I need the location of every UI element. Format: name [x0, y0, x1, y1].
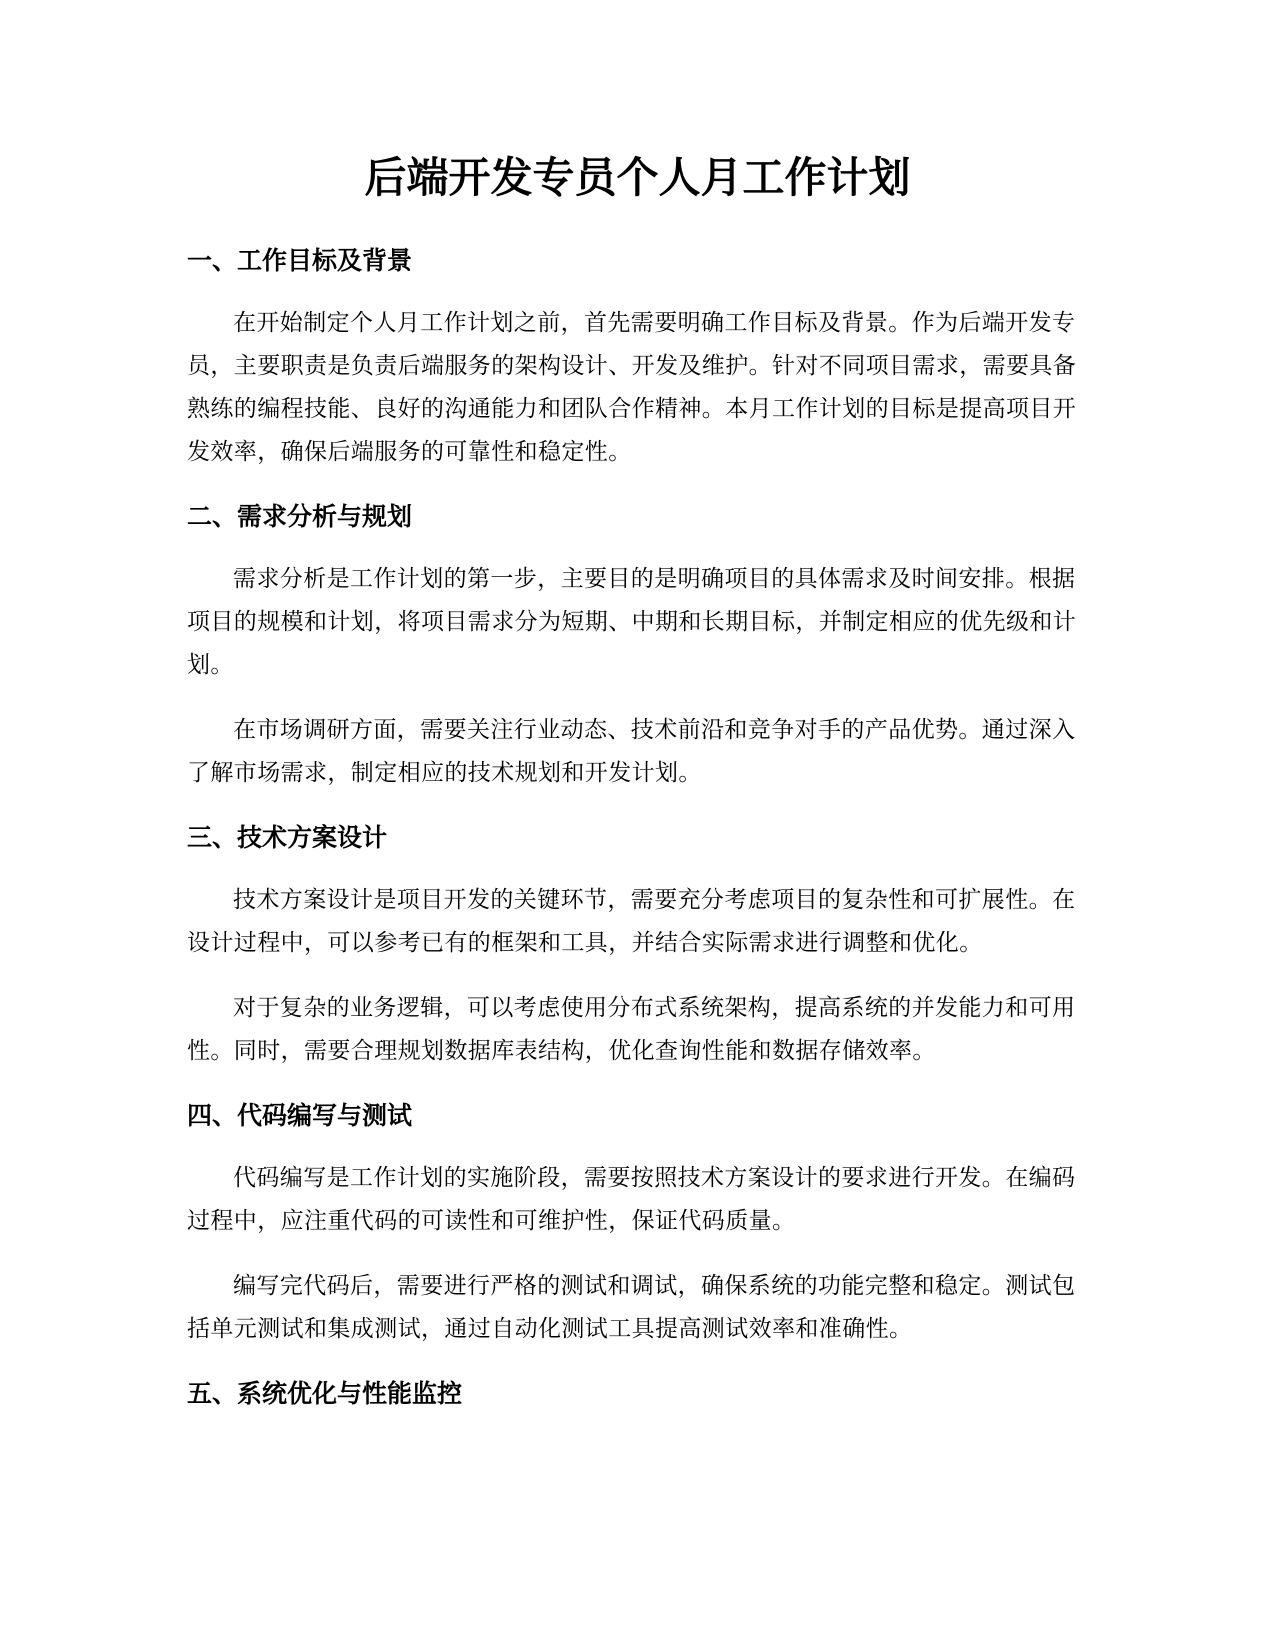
section-heading: 五、系统优化与性能监控 [187, 1379, 463, 1408]
section-5 [187, 1373, 1087, 1415]
page-title: 后端开发专员个人月工作计划 [364, 153, 911, 202]
paragraph: 需求分析是工作计划的第一步，主要目的是明确项目的具体需求及时间安排。根据项目的规模和计划，将项目需求分为短期、中期和长期目标，并制定相应的优先级和计划。 [187, 566, 1077, 678]
section-heading: 一、工作目标及背景 [187, 246, 413, 275]
paragraph: 代码编写是工作计划的实施阶段，需要按照技术方案设计的要求进行开发。在编码过程中，应注重代码的可读性和可维护性，保证代码质量。 [187, 1165, 1076, 1234]
paragraph: 在开始制定个人月工作计划之前，首先需要明确工作目标及背景。作为后端开发专员，主要职责是负责后端服务的架构设计、开发及维护。针对不同项目需求，需要具备熟练的编程技能、良好的沟通能力和团队合作精神。本月工作计划的目标是提高项目开发效率，确保后端服务的可靠性和稳定性。 [187, 310, 1077, 465]
section-heading: 三、技术方案设计 [187, 823, 388, 852]
paragraph: 在市场调研方面，需要关注行业动态、技术前沿和竞争对手的产品优势。通过深入了解市场需求，制定相应的技术规划和开发计划。 [187, 717, 1076, 786]
section-4 [187, 1095, 1087, 1351]
section-heading: 四、代码编写与测试 [187, 1101, 413, 1130]
section-1 [187, 240, 1087, 474]
document-body [187, 240, 1087, 1435]
section-3 [187, 817, 1087, 1073]
paragraph: 对于复杂的业务逻辑，可以考虑使用分布式系统架构，提高系统的并发能力和可用性。同时，需要合理规划数据库表结构，优化查询性能和数据存储效率。 [187, 995, 1076, 1064]
section-2 [187, 496, 1087, 795]
paragraph: 技术方案设计是项目开发的关键环节，需要充分考虑项目的复杂性和可扩展性。在设计过程中，可以参考已有的框架和工具，并结合实际需求进行调整和优化。 [187, 887, 1076, 956]
paragraph: 编写完代码后，需要进行严格的测试和调试，确保系统的功能完整和稳定。测试包括单元测试和集成测试，通过自动化测试工具提高测试效率和准确性。 [187, 1273, 1076, 1342]
section-heading: 二、需求分析与规划 [187, 502, 413, 531]
